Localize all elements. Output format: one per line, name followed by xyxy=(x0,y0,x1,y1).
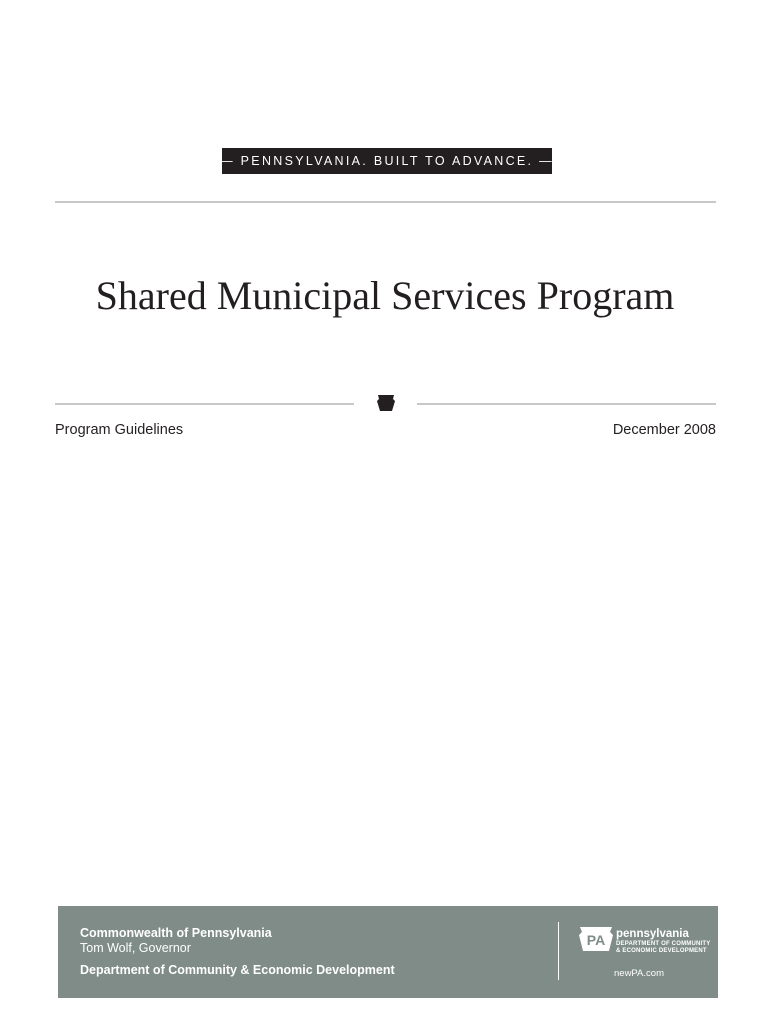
pa-logo-text: PA xyxy=(586,932,606,948)
footer-divider xyxy=(558,922,559,980)
tagline-text: — PENNSYLVANIA. BUILT TO ADVANCE. — xyxy=(220,154,554,168)
document-title: Shared Municipal Services Program xyxy=(95,273,675,318)
pa-keystone-logo-icon xyxy=(578,926,614,952)
pa-logo-department: DEPARTMENT OF COMMUNITY & ECONOMIC DEVELOPMENT xyxy=(616,941,711,954)
footer-banner xyxy=(58,906,718,998)
tagline-banner xyxy=(222,148,552,174)
left-divider xyxy=(55,403,354,405)
website-link[interactable]: newPA.com xyxy=(614,968,664,979)
pa-logo-name: pennsylvania xyxy=(616,928,689,940)
date-label: December 2008 xyxy=(612,422,716,438)
governor-label: Tom Wolf, Governor xyxy=(80,941,191,955)
program-guidelines-label: Program Guidelines xyxy=(55,422,184,438)
commonwealth-label: Commonwealth of Pennsylvania xyxy=(80,926,272,940)
department-label: Department of Community & Economic Development xyxy=(80,963,395,977)
keystone-icon xyxy=(376,393,396,413)
top-divider xyxy=(55,201,716,203)
right-divider xyxy=(417,403,716,405)
